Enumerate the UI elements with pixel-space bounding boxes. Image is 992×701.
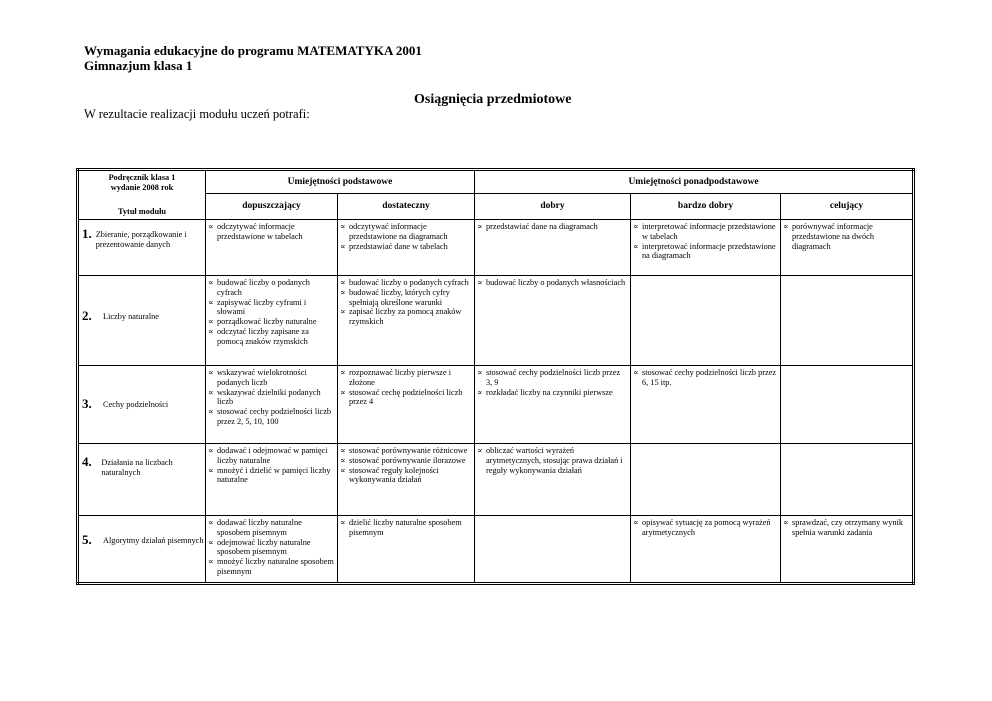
corner-line-1: Podręcznik klasa 1 [108,173,176,182]
corner-line-2: wydanie 2008 rok [110,182,174,192]
skill-cell [781,516,914,584]
skill-item: ∝ stosować porównywanie różnicowe [340,446,472,456]
skill-item: ∝ przedstawiać dane w tabelach [340,242,472,252]
skill-item: ∝ zapisywać liczby cyframi i słowami [208,298,335,318]
table-row [78,366,914,444]
module-cell [78,444,206,516]
module-number: 1. [82,226,92,241]
requirements-table [76,168,915,585]
skill-item: ∝ stosować porównywanie ilorazowe [340,456,472,466]
skill-list [475,516,630,518]
skill-item: ∝ odczytywać informacje przedstawione w tabelach [208,222,335,242]
skill-item: ∝ zapisać liczby za pomocą znaków rzymskich [340,307,472,327]
skill-cell [338,220,475,276]
skill-list [781,516,912,538]
module-number: 3. [82,396,92,411]
skill-item: ∝ odejmować liczby naturalne sposobem pisemnym [208,538,335,558]
skill-item: ∝ budować liczby o podanych własnościach [477,278,628,288]
skill-cell [475,516,631,584]
module-name: Algorytmy działań pisemnych [103,536,204,545]
skill-cell [631,516,781,584]
skill-list [631,276,780,278]
skill-list [475,444,630,475]
level-header: dopuszczający [206,194,338,220]
corner-header-cell [78,170,206,220]
skill-item: ∝ porządkować liczby naturalne [208,317,335,327]
skill-item: ∝ stosować cechy podzielności liczb przez 2, 5, 10, 100 [208,407,335,427]
skill-list [631,516,780,538]
module-number: 5. [82,532,92,547]
skill-cell [781,444,914,516]
intro-text: W rezultacie realizacji modułu uczeń potrafi: [84,107,310,121]
skill-item: ∝ dodawać liczby naturalne sposobem pisemnym [208,518,335,538]
skill-list [338,444,474,485]
skill-cell [631,366,781,444]
skill-list [631,444,780,446]
header-line-1: Wymagania edukacyjne do programu MATEMATYKA 2001 [84,43,422,58]
basic-skills-header: Umiejętności podstawowe [206,170,475,194]
skill-list [781,444,912,446]
module-cell [78,276,206,366]
table-row [78,444,914,516]
level-header: bardzo dobry [631,194,781,220]
skill-list [206,220,337,242]
skill-list [475,220,630,232]
skill-item: ∝ interpretować informacje przedstawione na diagramach [633,242,778,262]
skill-list [206,444,337,485]
skill-item: ∝ porównywać informacje przedstawione na dwóch diagramach [783,222,910,251]
section-title: Osiągnięcia przedmiotowe [414,92,572,107]
skill-cell [781,220,914,276]
skill-list [475,276,630,288]
skill-cell [475,220,631,276]
skill-item: ∝ budować liczby, których cyfry spełniają określone warunki [340,288,472,308]
skill-cell [206,366,338,444]
skill-cell [338,444,475,516]
skill-list [781,366,912,368]
skill-item: ∝ obliczać wartości wyrażeń arytmetycznych, stosując prawa działań i reguły wykonywania działań [477,446,628,475]
skill-item: ∝ stosować cechy podzielności liczb przez 6, 15 itp. [633,368,778,388]
skill-item: ∝ stosować cechę podzielności liczb przez 4 [340,388,472,408]
skill-list [781,276,912,278]
level-header: dobry [475,194,631,220]
module-name: Zbieranie, porządkowanie i prezentowanie danych [95,230,187,249]
skill-list [338,516,474,538]
level-header: celujący [781,194,914,220]
skill-item: ∝ sprawdzać, czy otrzymany wynik spełnia warunki zadania [783,518,910,538]
skill-item: ∝ dzielić liczby naturalne sposobem pisemnym [340,518,472,538]
skill-cell [338,276,475,366]
skill-list [631,220,780,261]
module-cell [78,516,206,584]
skill-cell [475,276,631,366]
skill-list [338,220,474,251]
table-row [78,220,914,276]
skill-list [206,516,337,577]
skill-cell [338,366,475,444]
module-cell [78,220,206,276]
skill-list [206,276,337,347]
table-body [78,220,914,584]
module-number: 4. [82,454,92,469]
skill-item: ∝ dodawać i odejmować w pamięci liczby naturalne [208,446,335,466]
module-title-header: Tytuł modułu [117,206,167,216]
skill-item: ∝ rozkładać liczby na czynniki pierwsze [477,388,628,398]
skill-item: ∝ budować liczby o podanych cyfrach [208,278,335,298]
skill-cell [475,444,631,516]
skill-item: ∝ wskazywać wielokrotności podanych liczb [208,368,335,388]
skill-item: ∝ mnożyć liczby naturalne sposobem pisemnym [208,557,335,577]
skill-cell [475,366,631,444]
skill-list [338,366,474,407]
skill-item: ∝ mnożyć i dzielić w pamięci liczby naturalne [208,466,335,486]
skill-cell [206,444,338,516]
skill-cell [781,366,914,444]
skill-list [338,276,474,327]
skill-item: ∝ stosować cechy podzielności liczb przez 3, 9 [477,368,628,388]
skill-list [781,220,912,251]
module-name: Cechy podzielności [103,400,169,409]
skill-item: ∝ stosować reguły kolejności wykonywania działań [340,466,472,486]
skill-item: ∝ rozpoznawać liczby pierwsze i złożone [340,368,472,388]
header-line-2: Gimnazjum klasa 1 [84,58,193,73]
skill-list [475,366,630,397]
skill-item: ∝ opisywać sytuację za pomocą wyrażeń arytmetycznych [633,518,778,538]
table-row [78,276,914,366]
skill-list [206,366,337,427]
level-header: dostateczny [338,194,475,220]
skill-item: ∝ przedstawiać dane na diagramach [477,222,628,232]
module-name: Działania na liczbach naturalnych [101,458,173,477]
advanced-skills-header: Umiejętności ponadpodstawowe [475,170,914,194]
skill-cell [206,220,338,276]
skill-item: ∝ budować liczby o podanych cyfrach [340,278,472,288]
module-name: Liczby naturalne [103,312,159,321]
document-header [84,43,422,73]
skill-cell [631,276,781,366]
module-number: 2. [82,308,92,323]
skill-cell [206,516,338,584]
skill-cell [631,444,781,516]
module-cell [78,366,206,444]
skill-cell [206,276,338,366]
skill-list [631,366,780,388]
skill-item: ∝ odczytać liczby zapisane za pomocą znaków rzymskich [208,327,335,347]
skill-item: ∝ odczytywać informacje przedstawione na diagramach [340,222,472,242]
skill-cell [631,220,781,276]
table-row [78,516,914,584]
skill-cell [338,516,475,584]
skill-item: ∝ interpretować informacje przedstawione w tabelach [633,222,778,242]
skill-item: ∝ wskazywać dzielniki podanych liczb [208,388,335,408]
skill-cell [781,276,914,366]
